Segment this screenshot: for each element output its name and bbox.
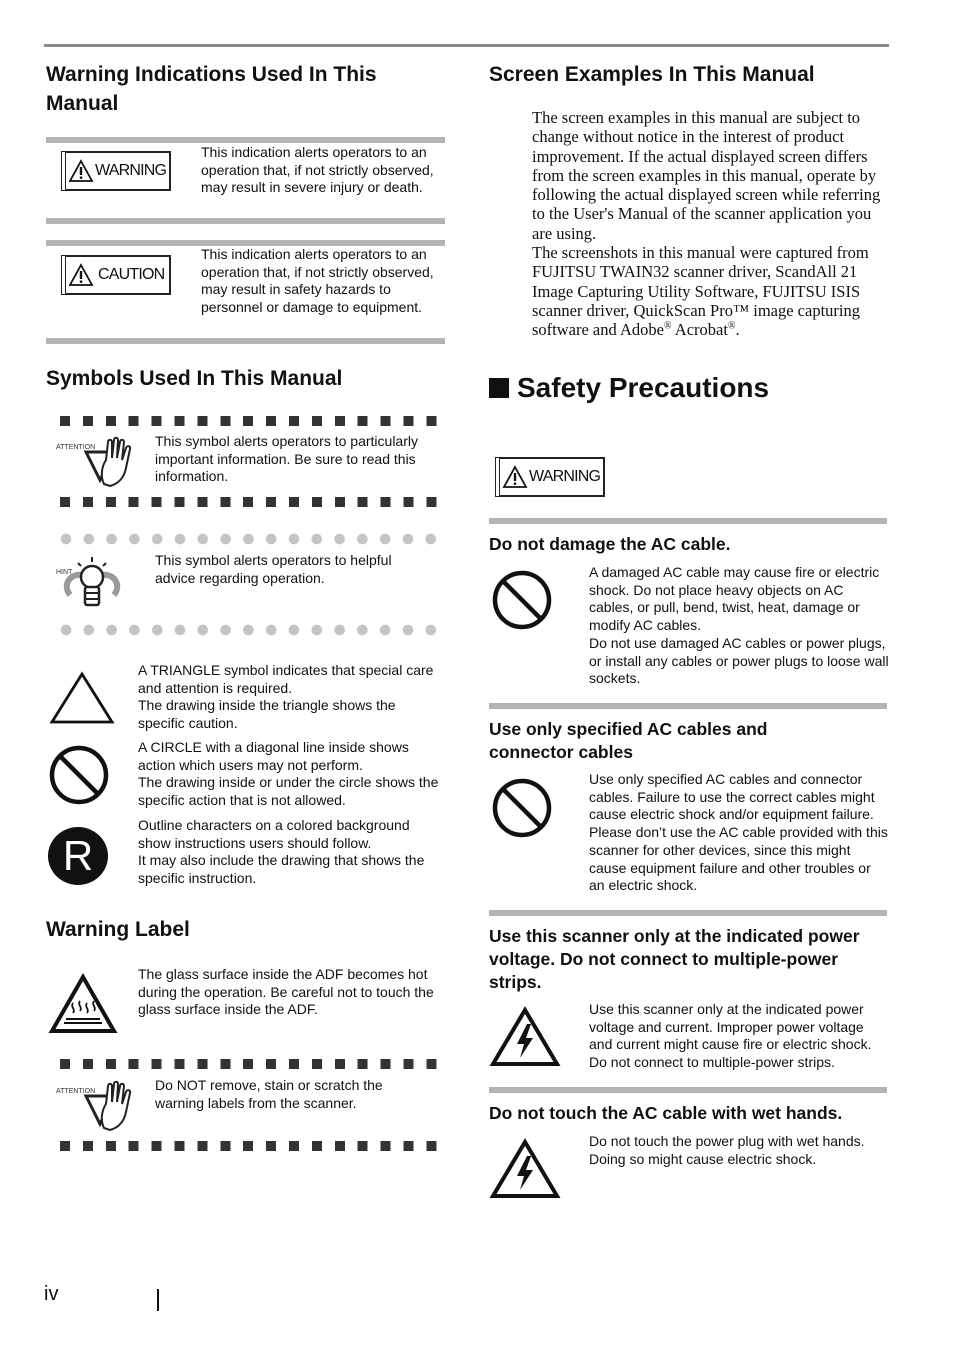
- safety-item-heading: Use this scanner only at the indicated power voltage. Do not connect to multiple-power strips.: [489, 926, 860, 992]
- dotted-rule: [60, 533, 444, 545]
- top-rule: [44, 44, 889, 47]
- dashed-rule: [60, 1059, 438, 1069]
- page-number-rule: [157, 1289, 159, 1311]
- safety-warning-badge: [495, 457, 605, 497]
- caution-badge-label: CAUTION: [98, 266, 165, 283]
- exclamation-triangle-icon: [68, 263, 94, 287]
- attention-tag: ATTENTION: [56, 444, 96, 451]
- dashed-rule: [60, 416, 438, 426]
- divider: [489, 703, 887, 709]
- prohibition-circle-icon: [491, 569, 553, 636]
- label-attention-text: Do NOT remove, stain or scratch the warning labels from the scanner.: [155, 1077, 383, 1111]
- hot-surface-icon: [48, 973, 118, 1040]
- screen-examples-para1: The screen examples in this manual are subject to change without notice in the interest of product improvement. If the actual displayed screen differs from the screen examples in this manual, operate by following the actual displayed screen while referring to the User's Manual of the scanner application you are using.: [532, 108, 881, 243]
- warning-badge-label: WARNING: [95, 162, 167, 179]
- attention-symbol-text: This symbol alerts operators to particularly important information. Be sure to read this information.: [155, 433, 418, 485]
- r-letter: R: [62, 832, 94, 879]
- page-number: iv: [44, 1283, 59, 1305]
- dashed-rule: [60, 497, 438, 507]
- warning-badge: [61, 151, 171, 191]
- warning-indication-text: This indication alerts operators to an operation that, if not strictly observed, may result in severe injury or death.: [201, 144, 434, 196]
- dashed-rule: [60, 1141, 438, 1151]
- warning-indications-heading: Warning Indications Used In This Manual: [46, 63, 377, 115]
- divider: [46, 338, 445, 344]
- caution-badge: [61, 255, 171, 295]
- divider: [46, 218, 445, 224]
- r-symbol-text: Outline characters on a colored background show instructions users should follow. It may also include the drawing that shows the specific instruction.: [138, 817, 425, 887]
- dotted-rule: [60, 624, 444, 636]
- circle-symbol-text: A CIRCLE with a diagonal line inside shows action which users may not perform. The drawing inside or under the circle shows the specific action that is not allowed.: [138, 739, 439, 809]
- triangle-icon: [48, 670, 116, 731]
- hint-tag: HINT: [56, 569, 73, 576]
- electric-shock-icon: [489, 1138, 561, 1205]
- hint-symbol-text: This symbol alerts operators to helpful advice regarding operation.: [155, 552, 392, 586]
- safety-item-text: A damaged AC cable may cause fire or electric shock. Do not place heavy objects on AC cables, or pull, bend, twist, heat, damage or modify AC cables. Do not use damaged AC cables or power plugs, or install any cables or power plugs to loose wall sockets.: [589, 564, 889, 687]
- divider: [46, 137, 445, 143]
- triangle-symbol-text: A TRIANGLE symbol indicates that special care and attention is required. The drawing inside the triangle shows the specific caution.: [138, 662, 434, 732]
- hint-lightbulb-icon: [56, 555, 126, 616]
- attention-tag: ATTENTION: [56, 1088, 96, 1095]
- hot-surface-text: The glass surface inside the ADF becomes hot during the operation. Be careful not to touch the glass surface inside the ADF.: [138, 966, 434, 1018]
- black-square-bullet: [489, 378, 509, 398]
- safety-precautions-title: Safety Precautions: [489, 371, 769, 405]
- screen-examples-para2: The screenshots in this manual were captured from FUJITSU TWAIN32 scanner driver, ScandAll 21 Image Capturing Utility Software, FUJITSU ISIS scanner driver, QuickScan Pro™ image capturing software and Adobe® Acrobat®.: [532, 243, 869, 340]
- screen-examples-heading: Screen Examples In This Manual: [489, 63, 815, 86]
- safety-item-heading: Use only specified AC cables and connector cables: [489, 719, 768, 762]
- electric-shock-icon: [489, 1006, 561, 1073]
- safety-item-text: Use this scanner only at the indicated power voltage and current. Improper power voltage and current might cause fire or electric shock. Do not connect to multiple-power strips.: [589, 1001, 872, 1071]
- safety-warning-label: WARNING: [529, 468, 601, 485]
- divider: [489, 518, 887, 524]
- exclamation-triangle-icon: [68, 159, 94, 183]
- warning-label-heading: Warning Label: [46, 918, 190, 941]
- attention-icon: [56, 436, 136, 493]
- divider: [489, 1087, 887, 1093]
- divider: [489, 910, 887, 916]
- instruction-r-icon: [48, 827, 108, 885]
- prohibition-circle-icon: [491, 777, 553, 844]
- exclamation-triangle-icon: [502, 465, 528, 489]
- safety-item-heading: Do not touch the AC cable with wet hands.: [489, 1103, 843, 1123]
- safety-item-text: Use only specified AC cables and connector cables. Failure to use the correct cables might cause electric shock and/or equipment failure. Please don’t use the AC cable provided with this scanner for other devices, since this might cause equipment failure and other troubles or an electric shock.: [589, 771, 888, 894]
- symbols-heading: Symbols Used In This Manual: [46, 367, 343, 390]
- safety-item-text: Do not touch the power plug with wet hands. Doing so might cause electric shock.: [589, 1133, 865, 1167]
- caution-indication-text: This indication alerts operators to an operation that, if not strictly observed, may result in safety hazards to personnel or damage to equipment.: [201, 246, 434, 316]
- attention-icon: [56, 1080, 136, 1137]
- prohibition-circle-icon: [48, 744, 110, 811]
- safety-item-heading: Do not damage the AC cable.: [489, 534, 731, 554]
